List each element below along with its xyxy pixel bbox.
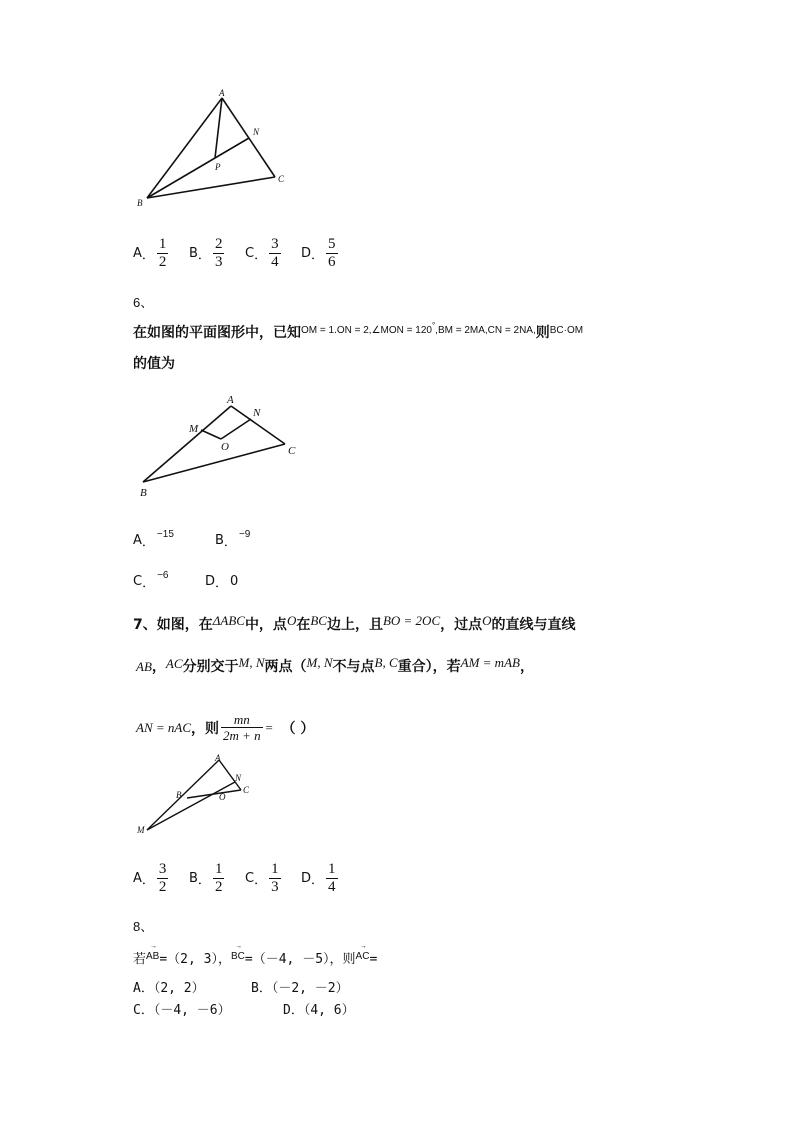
q7-option-d[interactable]: D ． $\frac{1}{4}$: [301, 861, 336, 895]
q6-figure: [135, 392, 305, 504]
q8-options-row2: [133, 999, 355, 1018]
label-c: C: [278, 174, 285, 184]
fraction: $\frac{2}{3}$: [214, 236, 223, 270]
fraction: $\frac{3}{4}$: [271, 236, 279, 270]
q8-number: 8、: [133, 919, 154, 934]
segment-mo: [201, 430, 221, 439]
q7-options: [133, 861, 357, 896]
label-m: M: [189, 423, 199, 435]
label-b: B: [140, 487, 147, 499]
q5-option-d[interactable]: D ． $\frac{5}{6}$: [301, 236, 336, 270]
q6-option-d[interactable]: D ． 0: [205, 574, 239, 591]
q7-figure: [135, 752, 260, 838]
fraction: $\frac{1}{2}$: [158, 236, 167, 270]
fraction: $\frac{3}{2}$: [158, 861, 167, 895]
q8-options-row1: [133, 977, 349, 996]
q8-option-b[interactable]: B．（－2, －2）: [251, 981, 349, 996]
q5-option-c[interactable]: C ． $\frac{3}{4}$: [245, 236, 279, 270]
q6-stem-line2: 的值为: [133, 356, 175, 372]
fraction: $\frac{1}{2}$: [214, 861, 223, 895]
q7-stem-line3: AN = nAC ，则 $\frac{mn}{2m + n}$ = （ ）: [136, 712, 315, 743]
q7-stem-line1: 7、如图，在$^{\Delta ABC}$中，点$^O$在$^{BC}$边上，且$^{BO = 2OC}$，过点$^O$的直线与直线: [133, 613, 576, 633]
q6-options-row1: [133, 531, 250, 550]
segment-ab: [147, 98, 222, 198]
label-o: O: [221, 441, 229, 453]
label-n: N: [253, 127, 260, 137]
fraction: $\frac{5}{6}$: [328, 236, 336, 270]
label-a: A: [215, 753, 221, 763]
q5-figure: [135, 88, 300, 210]
q8-option-a[interactable]: A．（2, 2）: [133, 981, 205, 996]
label-a: A: [227, 394, 234, 406]
q5-option-b[interactable]: B ． $\frac{2}{3}$: [189, 236, 223, 270]
q6-option-b[interactable]: B ． −9: [215, 529, 251, 550]
q7-option-a[interactable]: A ． $\frac{3}{2}$: [133, 861, 167, 895]
q8-stem: 若→ AB=（2, 3），→ BC=（－4, －5），则→ AC=: [133, 948, 377, 967]
fraction: $\frac{1}{3}$: [271, 861, 279, 895]
q6-option-c[interactable]: C ． −6: [133, 570, 169, 591]
label-o: O: [219, 792, 226, 802]
label-c: C: [288, 445, 296, 457]
q6-options-row2: [133, 572, 238, 591]
label-n: N: [235, 773, 242, 783]
label-p: P: [215, 162, 221, 172]
q7-option-c[interactable]: C ． $\frac{1}{3}$: [245, 861, 279, 895]
q5-options: [133, 236, 357, 271]
fraction-mn-over-2m-plus-n: $\frac{mn}{2m + n}$: [223, 712, 261, 743]
q6-option-a[interactable]: A ． −15: [133, 529, 174, 550]
q6-number: 6、: [133, 295, 154, 310]
label-m: M: [137, 825, 145, 835]
q7-option-b[interactable]: B ． $\frac{1}{2}$: [189, 861, 223, 895]
line-mn: [147, 782, 235, 830]
label-b: B: [176, 790, 182, 800]
segment-on: [221, 419, 251, 439]
label-a: A: [219, 88, 225, 98]
label-n: N: [253, 407, 261, 419]
label-c: C: [243, 785, 250, 795]
q6-stem-line1: 在如图的平面图形中，已知$^{OM = 1.ON = 2,\angle MON = 120^\circ,BM = 2MA,CN = 2NA,}$则$^{BC\cdot OM}$: [133, 321, 584, 341]
fraction: $\frac{1}{4}$: [328, 861, 336, 895]
q8-option-d[interactable]: D．（4, 6）: [283, 1003, 355, 1018]
q7-stem-line2: AB，AC分别交于$^{M, N}$两点（$^{M, N}$不与点$^{B, C}$重合），若$^{AM = mAB}$，: [136, 655, 534, 675]
q5-option-a[interactable]: A ． $\frac{1}{2}$: [133, 236, 167, 270]
q8-option-c[interactable]: C．（－4, －6）: [133, 1003, 231, 1018]
label-b: B: [137, 198, 143, 208]
